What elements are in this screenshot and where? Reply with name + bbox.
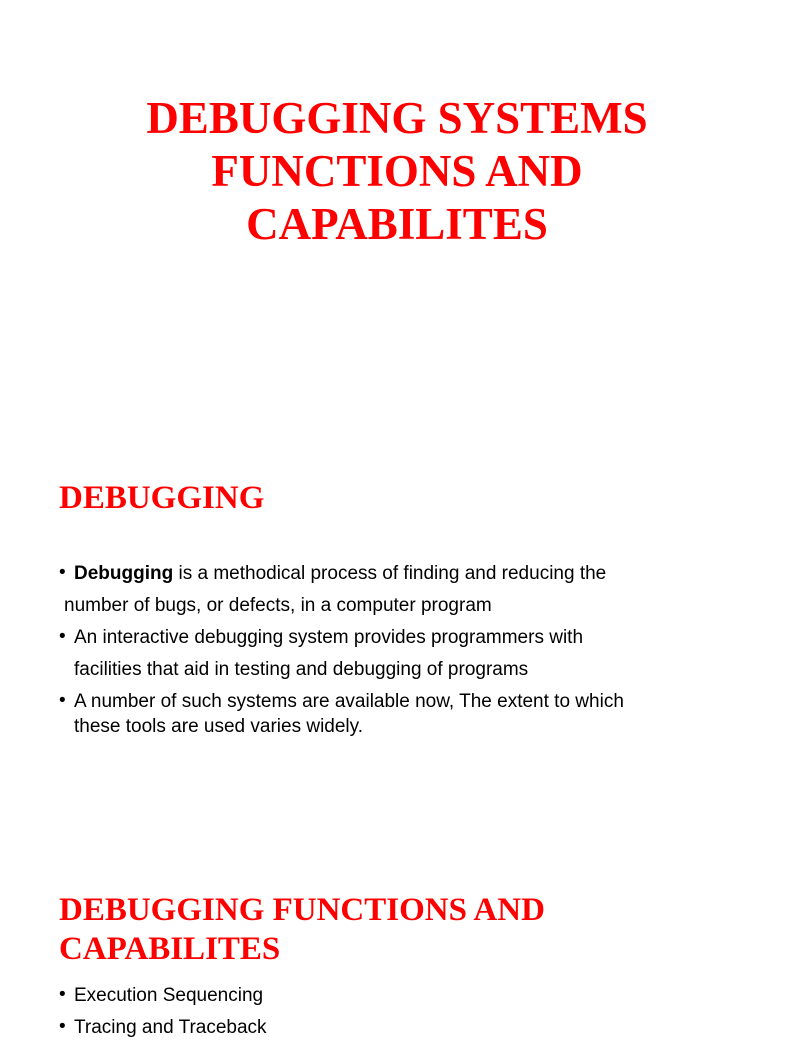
bullet-2-line-1: An interactive debugging system provides programmers with [74, 627, 584, 648]
function-item-1: Execution Sequencing [74, 985, 264, 1006]
title-line-2: FUNCTIONS AND [211, 146, 583, 196]
bullet-marker: • [59, 626, 66, 647]
bullet-1-line-2: number of bugs, or defects, in a computer program [64, 595, 492, 616]
bullet-1-line-1-text: is a methodical process of finding and reducing the [173, 563, 607, 584]
bullet-marker: • [59, 1016, 66, 1037]
bullet-2-line-2: facilities that aid in testing and debugging of programs [74, 659, 529, 680]
section-heading-functions [59, 891, 545, 969]
bullet-3-line-1: A number of such systems are available now, The extent to which [74, 691, 624, 712]
title-line-3: CAPABILITES [246, 199, 548, 249]
title-line-1: DEBUGGING SYSTEMS [146, 93, 648, 143]
section-heading-functions-line-1: DEBUGGING FUNCTIONS AND [59, 892, 545, 928]
bullet-1-line-1 [74, 562, 606, 586]
bullet-1-bold-term: Debugging [74, 563, 174, 584]
bullet-marker: • [59, 984, 66, 1005]
bullet-3-line-2: these tools are used varies widely. [74, 716, 364, 737]
document-title [0, 92, 794, 251]
bullet-marker: • [59, 690, 66, 711]
function-item-2: Tracing and Traceback [74, 1017, 267, 1038]
section-heading-functions-line-2: CAPABILITES [59, 931, 281, 967]
bullet-marker: • [59, 562, 66, 583]
section-heading-debugging: DEBUGGING [59, 480, 265, 516]
